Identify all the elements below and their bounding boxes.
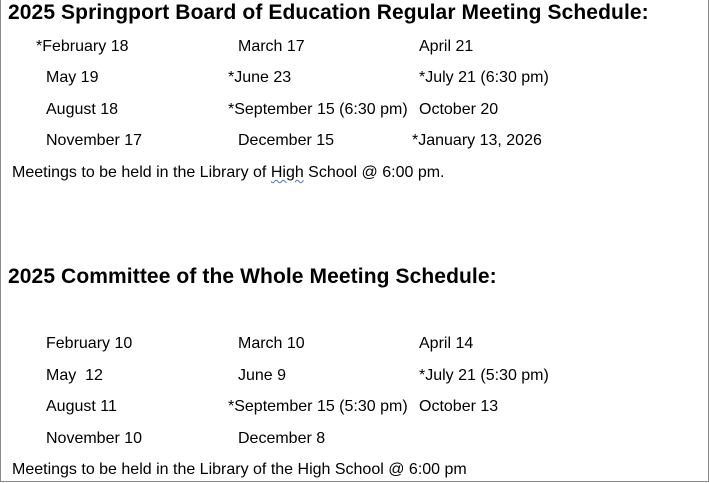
committee-date-r3-c3: October 13 [419, 398, 499, 415]
spellcheck-flagged-word: High [270, 164, 304, 181]
committee-date-r3-c2: *September 15 (5:30 pm) [228, 398, 408, 415]
committee-schedule-title: 2025 Committee of the Whole Meeting Schedule: [8, 265, 497, 288]
regular-location-note [12, 164, 445, 182]
committee-date-r2-c2: June 9 [238, 367, 287, 384]
regular-date-r3-c1: August 18 [46, 101, 119, 118]
committee-date-r1-c2: March 10 [238, 335, 305, 352]
regular-date-r3-c2: *September 15 (6:30 pm) [228, 101, 408, 118]
committee-location-note: Meetings to be held in the Library of the High School @ 6:00 pm [12, 461, 467, 478]
committee-date-r1-c1: February 10 [46, 335, 133, 352]
committee-date-r1-c3: April 14 [419, 335, 474, 352]
committee-date-r4-c2: December 8 [238, 430, 326, 447]
regular-date-r2-c3: *July 21 (6:30 pm) [419, 69, 549, 86]
regular-date-r3-c3: October 20 [419, 101, 499, 118]
regular-date-r1-c2: March 17 [238, 38, 305, 55]
regular-schedule-title: 2025 Springport Board of Education Regular Meeting Schedule: [8, 1, 649, 24]
regular-date-r4-c1: November 17 [46, 132, 143, 149]
regular-date-r1-c3: April 21 [419, 38, 474, 55]
regular-date-r1-c1: *February 18 [36, 38, 129, 55]
committee-date-r2-c3: *July 21 (5:30 pm) [419, 367, 549, 384]
regular-date-r2-c2: *June 23 [228, 69, 292, 86]
regular-date-r4-c3: *January 13, 2026 [412, 132, 542, 149]
committee-date-r4-c1: November 10 [46, 430, 143, 447]
regular-note-text-end: School @ 6:00 pm. [303, 164, 445, 181]
regular-note-text-start: Meetings to be held in the Library of [12, 164, 271, 181]
regular-date-r2-c1: May 19 [46, 69, 99, 86]
regular-date-r4-c2: December 15 [238, 132, 335, 149]
committee-date-r2-c1: May 12 [46, 367, 103, 384]
committee-date-r3-c1: August 11 [46, 398, 117, 415]
